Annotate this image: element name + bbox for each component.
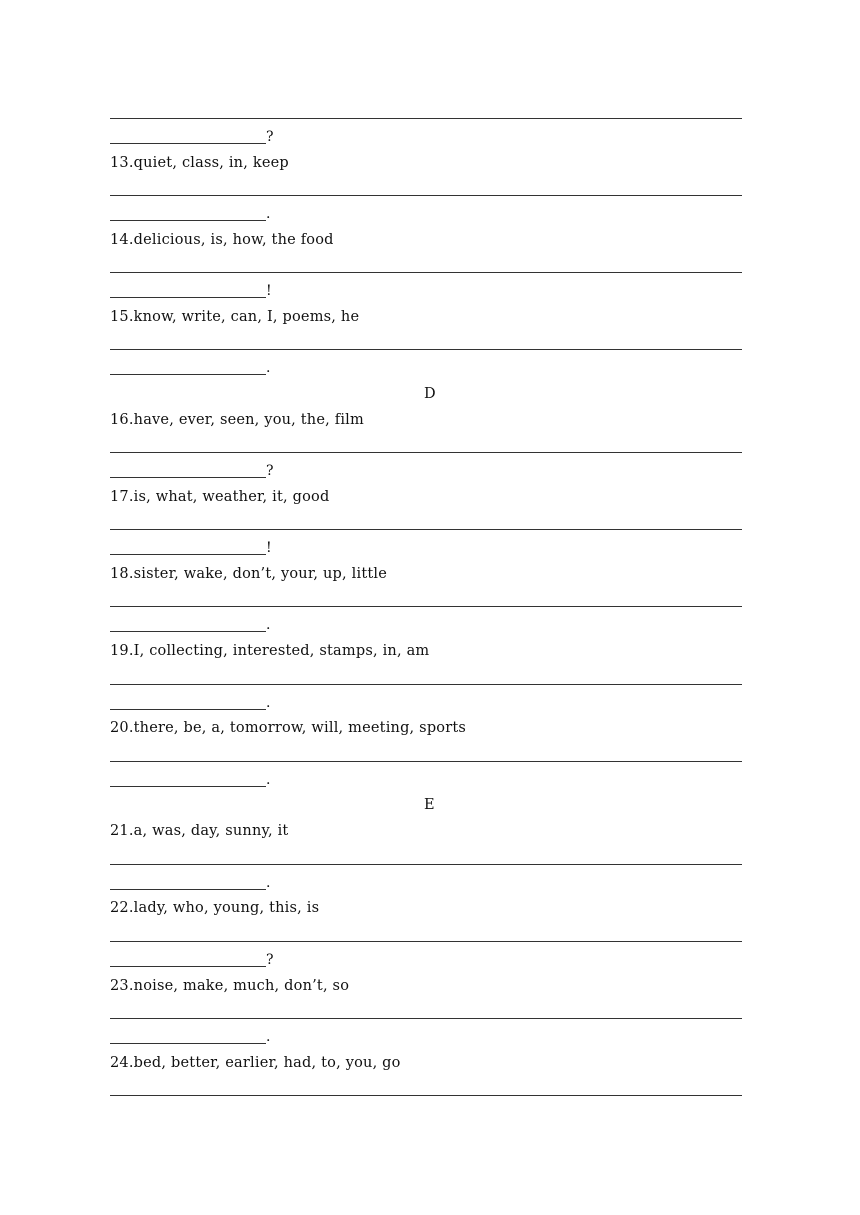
answer-line: [110, 864, 742, 865]
answer-line-short: [110, 889, 266, 890]
question-24: 24.bed, better, earlier, had, to, you, go: [110, 1055, 401, 1071]
end-punctuation: .: [266, 617, 271, 633]
answer-line-short: [110, 297, 266, 298]
answer-line: [110, 272, 742, 273]
end-punctuation: .: [266, 875, 271, 891]
end-punctuation: ?: [266, 952, 274, 968]
answer-line: [110, 349, 742, 350]
end-punctuation: .: [266, 206, 271, 222]
end-punctuation: .: [266, 1029, 271, 1045]
question-19: 19.I, collecting, interested, stamps, in, am: [110, 643, 430, 659]
end-punctuation: !: [266, 540, 272, 556]
end-punctuation: ?: [266, 463, 274, 479]
section-heading-d: D: [424, 386, 436, 402]
question-20: 20.there, be, a, tomorrow, will, meeting, sports: [110, 720, 467, 736]
question-16: 16.have, ever, seen, you, the, film: [110, 412, 364, 428]
question-23: 23.noise, make, much, don’t, so: [110, 978, 350, 994]
question-17: 17.is, what, weather, it, good: [110, 489, 330, 505]
section-heading-e: E: [424, 797, 435, 813]
answer-line-short: [110, 966, 266, 967]
answer-line: [110, 452, 742, 453]
question-15: 15.know, write, can, I, poems, he: [110, 309, 360, 325]
end-punctuation: ?: [266, 129, 274, 145]
question-18: 18.sister, wake, don’t, your, up, little: [110, 566, 387, 582]
answer-line-short: [110, 554, 266, 555]
answer-line-short: [110, 631, 266, 632]
answer-line: [110, 118, 742, 119]
question-22: 22.lady, who, young, this, is: [110, 900, 320, 916]
end-punctuation: .: [266, 772, 271, 788]
answer-line: [110, 606, 742, 607]
answer-line-short: [110, 143, 266, 144]
answer-line-short: [110, 709, 266, 710]
answer-line: [110, 684, 742, 685]
answer-line-short: [110, 220, 266, 221]
answer-line-short: [110, 1043, 266, 1044]
end-punctuation: !: [266, 283, 272, 299]
answer-line: [110, 1018, 742, 1019]
end-punctuation: .: [266, 360, 271, 376]
question-13: 13.quiet, class, in, keep: [110, 155, 289, 171]
question-21: 21.a, was, day, sunny, it: [110, 823, 289, 839]
answer-line: [110, 761, 742, 762]
answer-line-short: [110, 786, 266, 787]
answer-line-short: [110, 477, 266, 478]
end-punctuation: .: [266, 695, 271, 711]
question-14: 14.delicious, is, how, the food: [110, 232, 334, 248]
answer-line: [110, 529, 742, 530]
answer-line: [110, 195, 742, 196]
answer-line: [110, 1095, 742, 1096]
answer-line-short: [110, 374, 266, 375]
answer-line: [110, 941, 742, 942]
